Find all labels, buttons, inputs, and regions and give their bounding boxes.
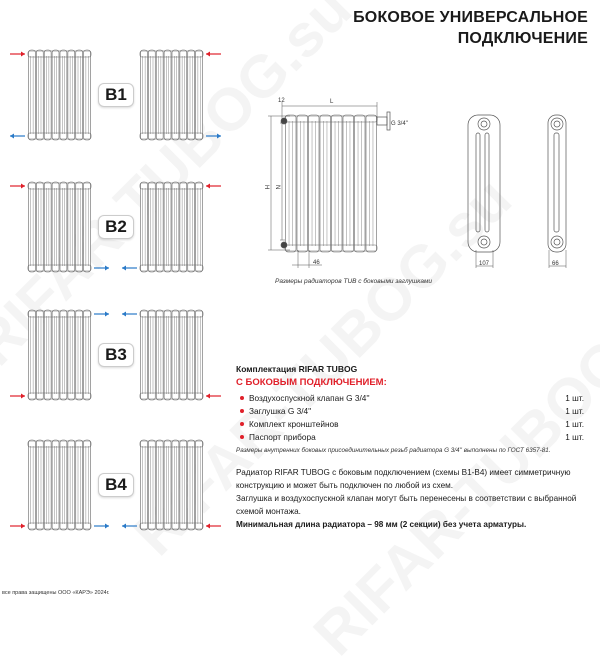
kit-item-name	[240, 406, 311, 416]
radiator-front-view	[281, 112, 390, 252]
dim-N: N	[274, 185, 280, 190]
radiator-icon	[140, 310, 203, 400]
scheme-label: B2	[98, 215, 134, 239]
dim-107: 107	[479, 261, 490, 267]
description-p1: Радиатор RIFAR TUBOG с боковым подключением (схемы В1-В4) имеет симметричную конструкцию и может быть подключен по любой из схем.	[236, 468, 571, 490]
radiator-side-view-2col	[548, 115, 566, 252]
title-line-1: БОКОВОЕ УНИВЕРСАЛЬНОЕ	[353, 9, 588, 26]
kit-item	[236, 417, 584, 430]
kit-item-label: Комплект кронштейнов	[249, 418, 339, 429]
radiator-icon	[28, 182, 91, 272]
kit-item-name	[240, 393, 370, 403]
page-title	[353, 7, 588, 49]
supply-arrow-icon	[206, 52, 221, 57]
kit-item-label: Заглушка G 3/4''	[249, 405, 312, 416]
radiator-icon	[140, 440, 203, 530]
copyright: все права защищены ООО «КАРЭ» 2024г.	[2, 590, 110, 596]
kit-section	[236, 364, 584, 454]
return-arrow-icon	[94, 312, 109, 317]
thread-size: G 3/4''	[391, 121, 408, 127]
scheme-label: B3	[98, 343, 134, 367]
title-line-2: ПОДКЛЮЧЕНИЕ	[457, 30, 588, 47]
description	[236, 466, 588, 531]
kit-item-name	[240, 419, 339, 429]
dim-46: 46	[313, 260, 320, 266]
return-arrow-icon	[10, 134, 25, 139]
kit-item-label: Воздухоспускной клапан G 3/4''	[249, 392, 370, 403]
kit-note: Размеры внутренних боковых присоединительных резьб радиатора G 3/4'' выполнены по ГОСТ 6357-81.	[236, 447, 551, 454]
dim-12: 12	[278, 98, 285, 104]
kit-item-qty: 1 шт.	[565, 405, 584, 416]
scheme-label: B1	[98, 83, 134, 107]
dim-H: H	[263, 185, 269, 190]
return-arrow-icon	[122, 266, 137, 271]
supply-arrow-icon	[10, 184, 25, 189]
return-arrow-icon	[122, 524, 137, 529]
radiator-icon	[28, 440, 91, 530]
supply-arrow-icon	[206, 184, 221, 189]
bullet-icon	[240, 409, 244, 413]
supply-arrow-icon	[10, 524, 25, 529]
kit-heading: Комплектация RIFAR TUBOG	[236, 364, 358, 374]
return-arrow-icon	[206, 134, 221, 139]
dim-L: L	[330, 99, 334, 105]
return-arrow-icon	[94, 524, 109, 529]
kit-item-name	[240, 432, 316, 442]
kit-item-qty: 1 шт.	[565, 392, 584, 403]
radiator-icon	[28, 50, 91, 140]
description-p2: Заглушка и воздухоспускной клапан могут быть перенесены в соответствии с выбранной схемой монтажа.	[236, 494, 577, 516]
dim-66: 66	[552, 261, 559, 267]
radiator-icon	[140, 182, 203, 272]
supply-arrow-icon	[10, 52, 25, 57]
supply-arrow-icon	[206, 524, 221, 529]
return-arrow-icon	[94, 266, 109, 271]
supply-arrow-icon	[10, 394, 25, 399]
bullet-icon	[240, 396, 244, 400]
kit-item-label: Паспорт прибора	[249, 431, 316, 442]
supply-arrow-icon	[206, 394, 221, 399]
dimension-drawing	[240, 90, 600, 290]
return-arrow-icon	[122, 312, 137, 317]
drawing-caption: Размеры радиаторов TUB с боковыми заглушками	[275, 278, 433, 285]
radiator-icon	[140, 50, 203, 140]
kit-item	[236, 404, 584, 417]
description-p3: Минимальная длина радиатора – 98 мм (2 секции) без учета арматуры.	[236, 520, 527, 529]
radiator-side-view-3col	[468, 115, 500, 252]
kit-item	[236, 430, 584, 443]
scheme-label: B4	[98, 473, 134, 497]
bullet-icon	[240, 435, 244, 439]
kit-item-qty: 1 шт.	[565, 418, 584, 429]
bullet-icon	[240, 422, 244, 426]
kit-item	[236, 391, 584, 404]
radiator-icon	[28, 310, 91, 400]
kit-subheading: С БОКОВЫМ ПОДКЛЮЧЕНИЕМ:	[236, 377, 387, 388]
kit-item-qty: 1 шт.	[565, 431, 584, 442]
